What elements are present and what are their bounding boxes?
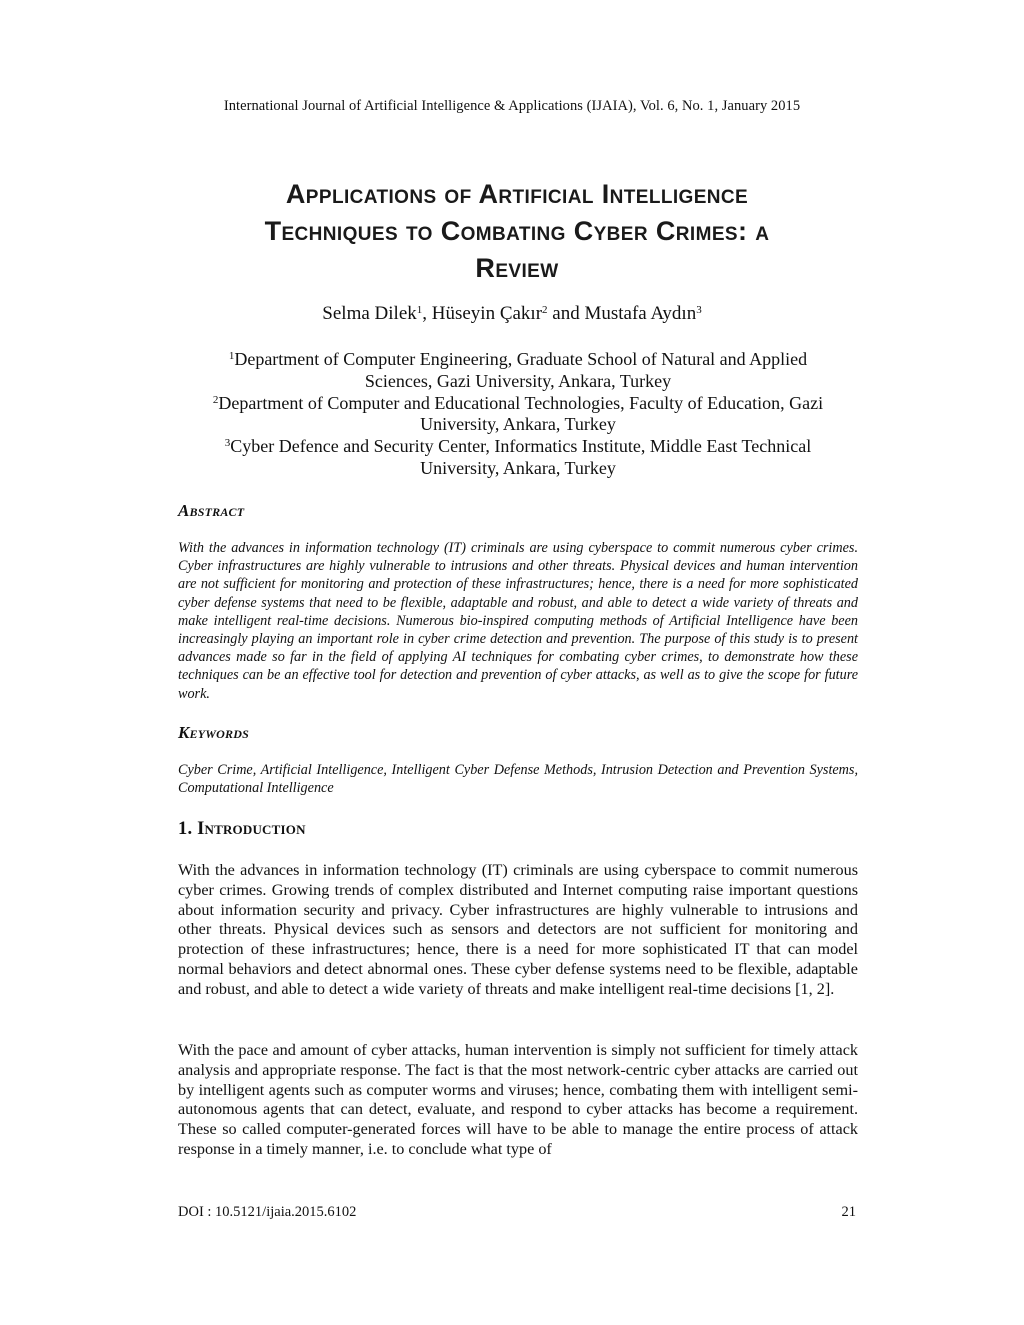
author-affiliation-mark: 3 bbox=[696, 304, 702, 316]
abstract-heading: Abstract bbox=[178, 501, 245, 520]
affiliation-item-continued: University, Ankara, Turkey bbox=[420, 414, 616, 435]
affiliation-mark: 2 bbox=[212, 393, 219, 406]
author-separator: and bbox=[547, 303, 585, 324]
author-affiliation-mark: 2 bbox=[542, 304, 548, 316]
affiliation-item-continued: Sciences, Gazi University, Ankara, Turkey bbox=[364, 370, 672, 391]
affiliation-item-continued: University, Ankara, Turkey bbox=[420, 457, 616, 478]
introduction-heading: 1. Introduction bbox=[178, 819, 306, 839]
affiliation-item bbox=[178, 349, 858, 371]
abstract-text: With the advances in information technology (IT) criminals are using cyberspace to commit numerous cyber crimes. Cyber infrastructures are highly vulnerable to intrusions and other threats. Physical devices and human intervention are not sufficient for monitoring and protection of these infrastructures; hence, there is a need for more sophisticated cyber defense systems that need to be flexible, adaptable and robust, and able to detect a wide variety of threats and make intelligent real-time decisions. Numerous bio-inspired computing methods of Artificial Intelligence have been increasingly playing an important role in cyber crime detection and prevention. The purpose of this study is to present advances made so far in the field of applying AI techniques for combating cyber crimes, to demonstrate how these techniques can be an effective tool for detection and prevention of cyber attacks, as well as to give the scope for future work. bbox=[178, 540, 858, 702]
author-name: Mustafa Aydın bbox=[584, 303, 697, 324]
title-line-3: Review bbox=[475, 253, 559, 283]
keywords-heading: Keywords bbox=[178, 723, 249, 742]
author-name: Hüseyin Çakır bbox=[431, 303, 543, 324]
page-number: 21 bbox=[841, 1204, 856, 1220]
affiliation-text: Cyber Defence and Security Center, Informatics Institute, Middle East Technical bbox=[230, 436, 812, 457]
paper-title bbox=[170, 176, 864, 287]
title-line-1: Applications of Artificial Intelligence bbox=[285, 179, 749, 209]
author-list bbox=[0, 303, 1024, 325]
affiliation-mark: 1 bbox=[228, 350, 235, 362]
affiliation-text: Department of Computer Engineering, Graduate School of Natural and Applied bbox=[234, 349, 808, 369]
author-affiliation-mark: 1 bbox=[416, 304, 423, 316]
keywords-text: Cyber Crime, Artificial Intelligence, Intelligent Cyber Defense Methods, Intrusion Detection and Prevention Systems, Computational Intelligence bbox=[178, 762, 858, 797]
affiliation-list bbox=[178, 349, 858, 480]
affiliation-item bbox=[178, 393, 858, 415]
affiliation-item bbox=[178, 436, 858, 458]
footer-doi: DOI : 10.5121/ijaia.2015.6102 bbox=[178, 1204, 357, 1220]
affiliation-mark: 3 bbox=[224, 437, 231, 450]
introduction-paragraph: With the advances in information technology (IT) criminals are using cyberspace to commit numerous cyber crimes. Growing trends of complex distributed and Internet computing raise important questions about information security and privacy. Cyber infrastructures are highly vulnerable to intrusions and other threats. Physical devices such as sensors and detectors are not sufficient for monitoring and protection of these infrastructures; hence, there is a need for more sophisticated IT that can model normal behaviors and detect abnormal ones. These cyber defense systems need to be flexible, adaptable and robust, and able to detect a wide variety of threats and make intelligent real-time decisions [1, 2]. bbox=[178, 861, 858, 998]
author-name: Selma Dilek bbox=[322, 303, 417, 324]
introduction-paragraph: With the pace and amount of cyber attacks, human intervention is simply not sufficient for timely attack analysis and appropriate response. The fact is that the most network-centric cyber attacks are carried out by intelligent agents such as computer worms and viruses; hence, combating them with intelligent semi-autonomous agents that can detect, evaluate, and respond to cyber attacks has become a requirement. These so called computer-generated forces will have to be able to manage the entire process of attack response in a timely manner, i.e. to conclude what type of bbox=[178, 1041, 858, 1158]
author-separator: , bbox=[422, 303, 432, 324]
affiliation-text: Department of Computer and Educational Technologies, Faculty of Education, Gazi bbox=[218, 392, 824, 413]
title-line-2: Techniques to Combating Cyber Crimes: a bbox=[264, 216, 770, 246]
running-header: International Journal of Artificial Intelligence & Applications (IJAIA), Vol. 6, No. 1, January 2015 bbox=[223, 98, 801, 114]
